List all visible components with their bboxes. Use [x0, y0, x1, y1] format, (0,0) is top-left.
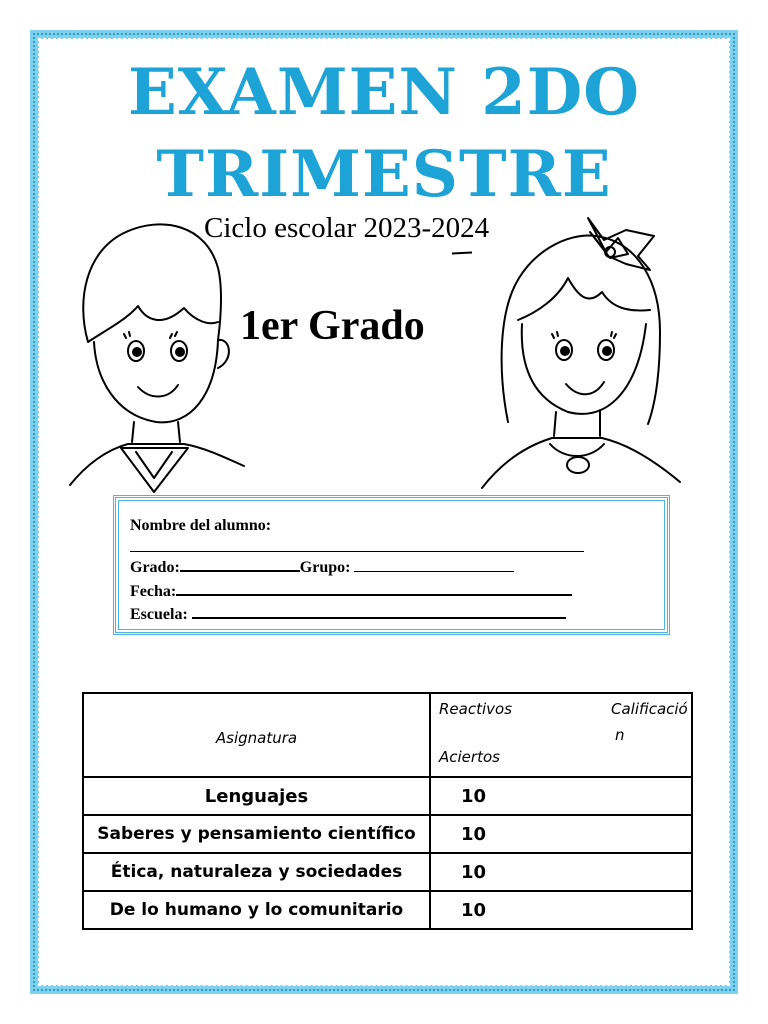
girl-icon [478, 212, 688, 492]
table-row [83, 815, 692, 853]
subjects-table [82, 692, 693, 930]
school-field-line[interactable] [192, 603, 566, 619]
reactivos-cell: 10 [430, 815, 692, 853]
date-field-line[interactable] [176, 580, 572, 596]
grade-field-line[interactable] [180, 556, 300, 572]
subject-cell: Lenguajes [83, 777, 430, 815]
reactivos-cell: 10 [430, 891, 692, 929]
grade-field-label: Grado: [130, 559, 180, 576]
table-row [83, 853, 692, 891]
boy-icon [66, 210, 296, 500]
grade-label: 1er Grado [240, 303, 425, 349]
reactivos-cell: 10 [430, 777, 692, 815]
group-field-line[interactable] [354, 557, 514, 572]
header-reactivos: Reactivos [439, 700, 513, 718]
table-row [83, 891, 692, 929]
table-header-row [83, 693, 692, 777]
group-field-label: Grupo: [299, 559, 351, 576]
school-field-label: Escuela: [130, 606, 188, 623]
reactivos-cell: 10 [430, 853, 692, 891]
table-row [83, 777, 692, 815]
header-calificacion-1: Calificació [611, 700, 688, 718]
subject-cell: Ética, naturaleza y sociedades [83, 853, 430, 891]
subject-cell: Saberes y pensamiento científico [83, 815, 430, 853]
header-scores [430, 693, 692, 777]
school-cycle: Ciclo escolar 2023-2024 [204, 212, 490, 244]
title-line-2: TRIMESTRE [156, 137, 612, 212]
student-info-box [113, 495, 670, 635]
title-line-1: EXAMEN 2DO [128, 55, 640, 130]
date-field-row [130, 580, 572, 601]
student-name-line[interactable] [130, 551, 584, 552]
school-field-row [130, 603, 566, 624]
header-aciertos: Aciertos [439, 748, 500, 766]
header-calificacion-2: n [615, 726, 625, 744]
subject-cell: De lo humano y lo comunitario [83, 891, 430, 929]
grade-field-row [130, 556, 514, 577]
date-field-label: Fecha: [130, 583, 177, 600]
student-name-label: Nombre del alumno: [130, 517, 272, 534]
header-subject: Asignatura [83, 693, 430, 777]
